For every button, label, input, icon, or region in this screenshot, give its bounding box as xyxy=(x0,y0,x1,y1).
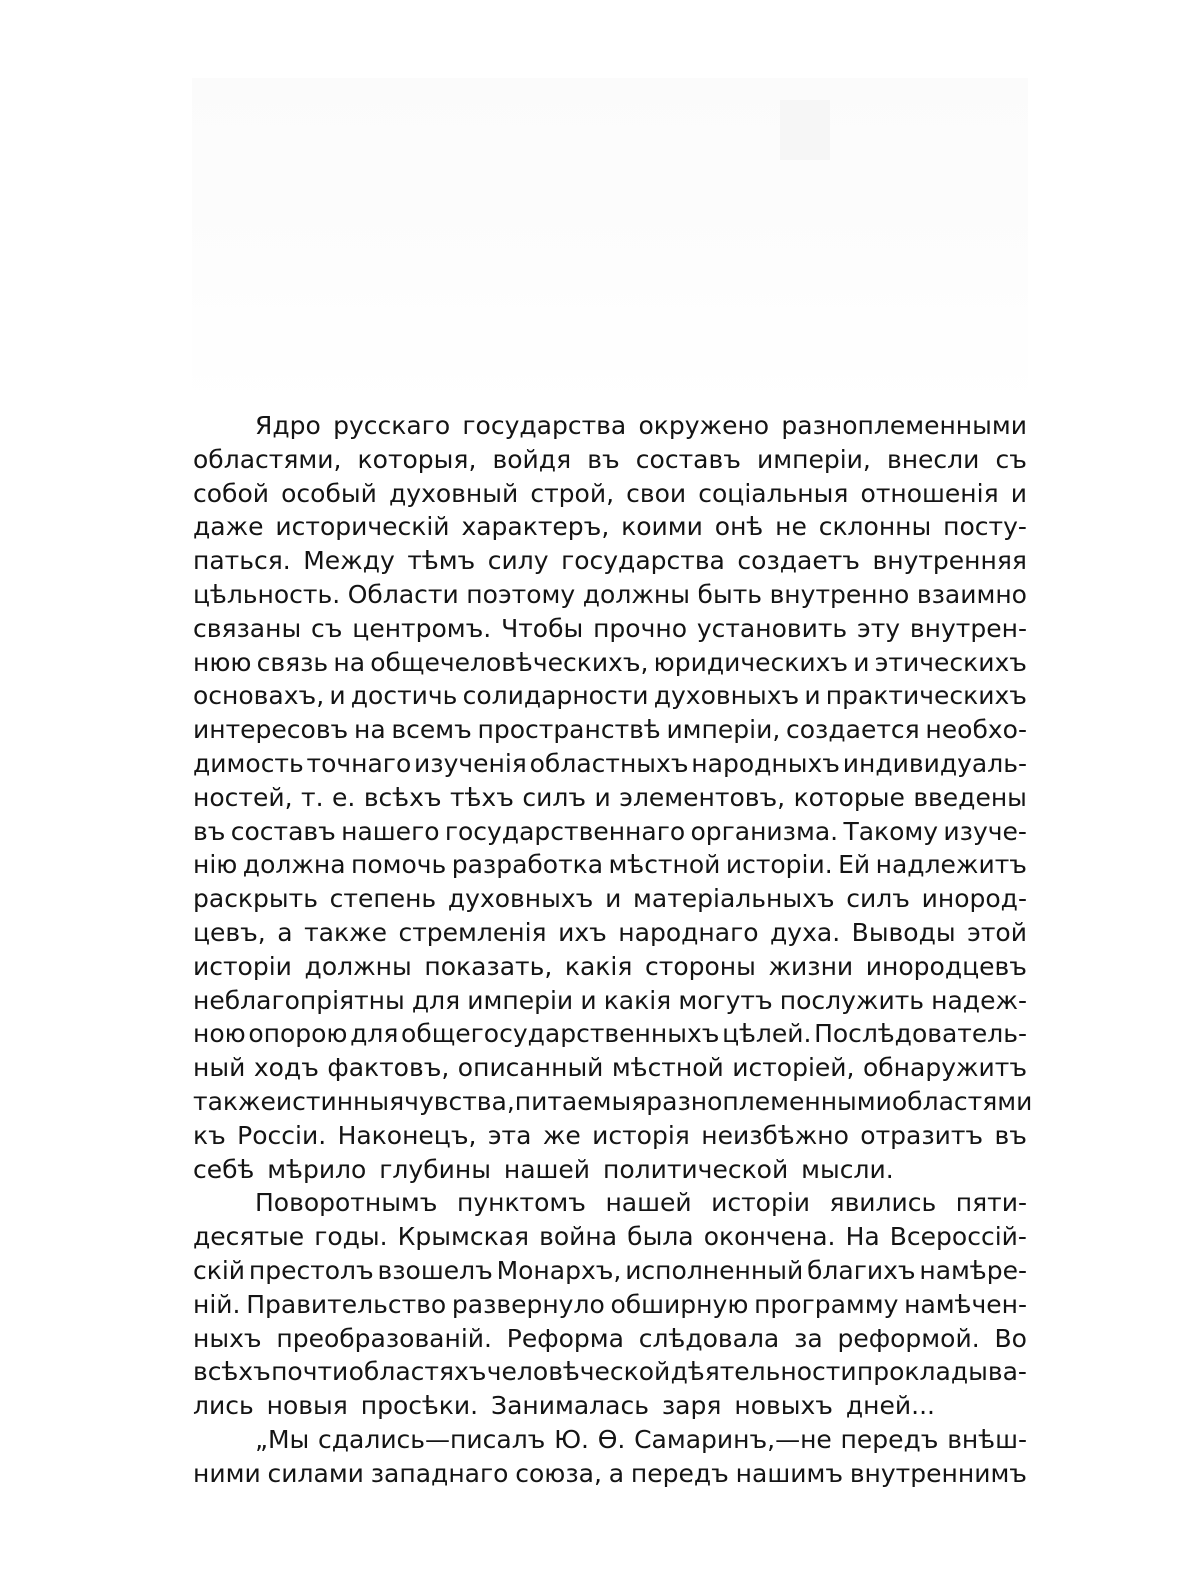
text-line: основахъ, и достичь солидарности духовныхъ и практическихъ xyxy=(193,681,1027,711)
text-line: исторіи должны показать, какія стороны жизни инородцевъ xyxy=(193,951,1027,981)
text-line: Поворотнымъ пунктомъ нашей исторіи явились пяти- xyxy=(255,1188,1027,1218)
text-line: интересовъ на всемъ пространствѣ имперіи, создается необхо- xyxy=(193,715,1027,745)
text-line: раскрыть степень духовныхъ и матеріальныхъ силъ инород- xyxy=(193,884,1027,914)
text-line: ностей, т. е. всѣхъ тѣхъ силъ и элементовъ, которые введены xyxy=(193,782,1027,812)
paragraph-container xyxy=(193,409,1033,1491)
text-line: всѣхъ почти областяхъ человѣческой дѣятельности прокладыва- xyxy=(193,1357,1027,1387)
paragraph xyxy=(193,1423,1027,1491)
text-line: скій престолъ взошелъ Монархъ, исполненный благихъ намѣре- xyxy=(193,1255,1027,1285)
text-line: областями, которыя, войдя въ составъ имперіи, внесли съ xyxy=(193,444,1027,474)
text-line: собой особый духовный строй, свои соціальныя отношенія и xyxy=(193,478,1027,508)
blank-header-area xyxy=(192,78,1028,408)
paragraph xyxy=(193,1186,1027,1423)
text-line: ними силами западнаго союза, а передъ нашимъ внутреннимъ xyxy=(193,1458,1027,1488)
text-line: Ядро русскаго государства окружено разноплеменными xyxy=(255,411,1027,440)
text-line: паться. Между тѣмъ силу государства создаетъ внутренняя xyxy=(193,546,1027,576)
text-line: ній. Правительство развернуло обширную программу намѣчен- xyxy=(193,1289,1027,1319)
text-line: нію должна помочь разработка мѣстной исторіи. Ей надлежитъ xyxy=(193,850,1027,880)
body-text xyxy=(193,409,1033,1491)
scan-smudge xyxy=(780,100,830,160)
text-line: „Мы сдались—писалъ Ю. Ѳ. Самаринъ,—не передъ внѣш- xyxy=(255,1424,1027,1454)
text-line: цевъ, а также стремленія ихъ народнаго духа. Выводы этой xyxy=(193,917,1027,947)
text-line: цѣльность. Области поэтому должны быть внутренно взаимно xyxy=(193,579,1027,609)
text-line: себѣ мѣрило глубины нашей политической мысли. xyxy=(193,1154,894,1184)
paragraph xyxy=(193,409,1033,1186)
text-line: даже историческій характеръ, коими онѣ не склонны посту- xyxy=(193,512,1027,542)
text-line: лись новыя просѣки. Занималась заря новыхъ дней... xyxy=(193,1391,935,1421)
text-line: въ составъ нашего государственнаго организма. Такому изуче- xyxy=(193,816,1027,846)
text-line: неблагопріятны для имперіи и какія могутъ послужить надеж- xyxy=(193,985,1027,1015)
text-line: также истинныя чувства, питаемыя разноплеменными областями xyxy=(193,1086,1033,1116)
text-line: ный ходъ фактовъ, описанный мѣстной исторіей, обнаружитъ xyxy=(193,1053,1027,1083)
text-line: димость точнаго изученія областныхъ народныхъ индивидуаль- xyxy=(193,748,1027,778)
text-line: связаны съ центромъ. Чтобы прочно установить эту внутрен- xyxy=(193,613,1027,643)
text-line: десятые годы. Крымская война была окончена. На Всероссій- xyxy=(193,1222,1027,1252)
text-line: нюю связь на общечеловѣческихъ, юридическихъ и этическихъ xyxy=(193,647,1027,677)
text-line: ныхъ преобразованій. Реформа слѣдовала за реформой. Во xyxy=(193,1323,1027,1353)
text-line: къ Россіи. Наконецъ, эта же исторія неизбѣжно отразитъ въ xyxy=(193,1120,1027,1150)
text-line: ною опорою для общегосударственныхъ цѣлей. Послѣдователь- xyxy=(193,1019,1027,1049)
